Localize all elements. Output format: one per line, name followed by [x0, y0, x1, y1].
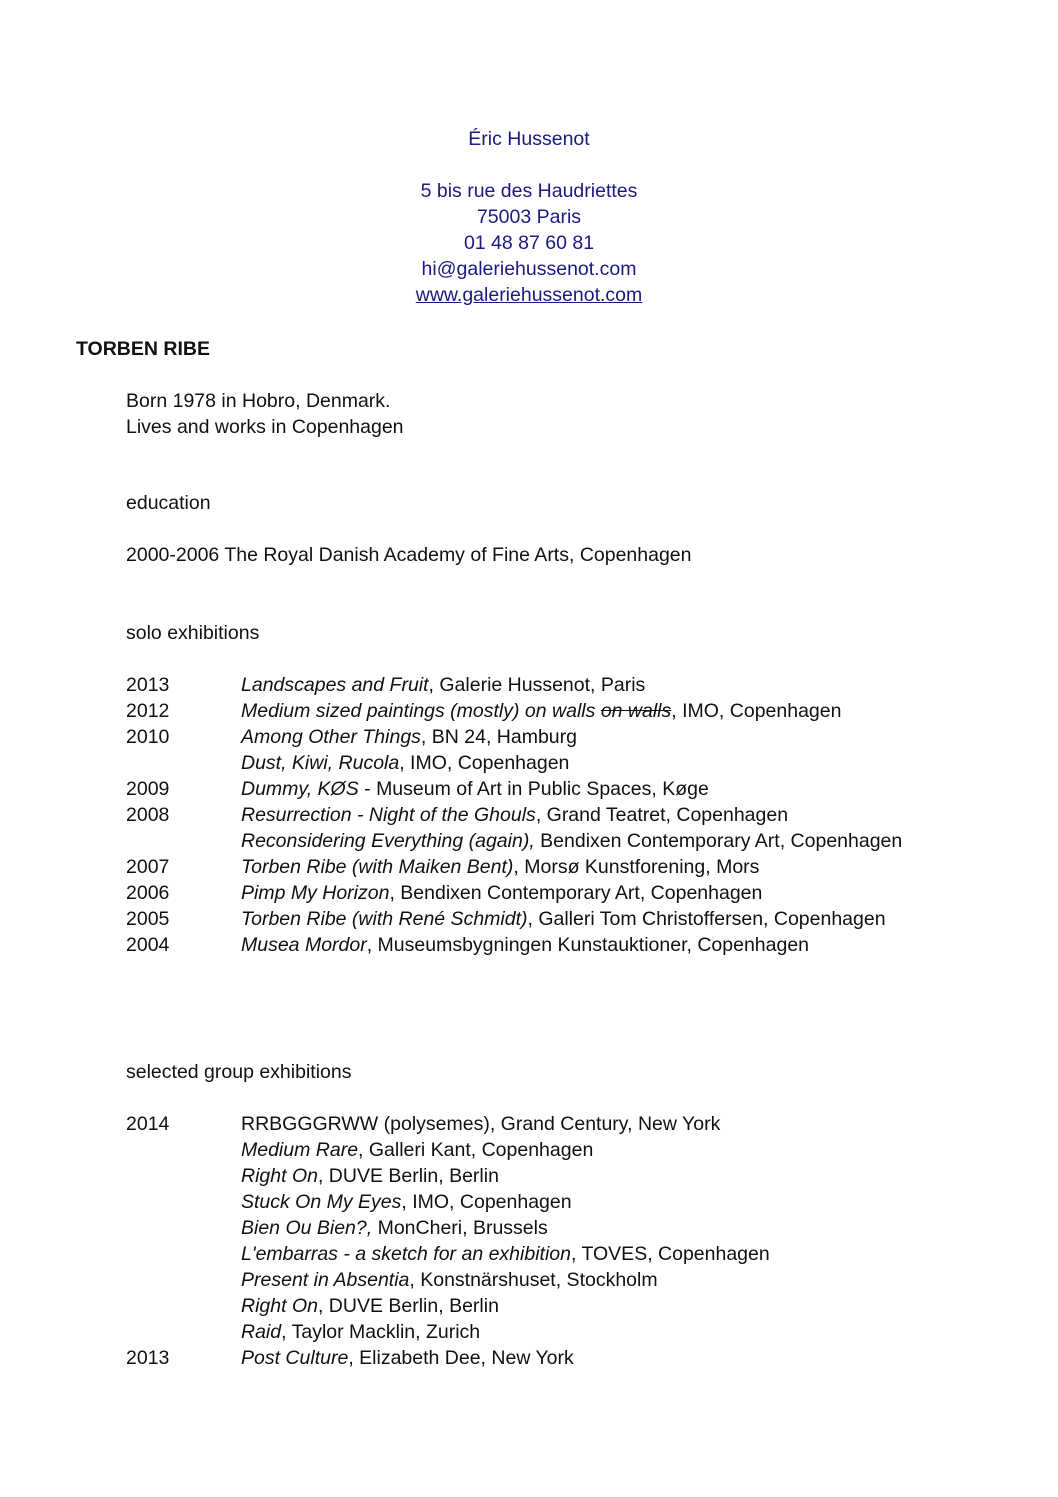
- gallery-name: Éric Hussenot: [468, 128, 590, 150]
- exhibition-title: Raid: [241, 1321, 282, 1343]
- exhibition-venue: , Elizabeth Dee, New York: [348, 1347, 574, 1369]
- exhibition: [241, 906, 932, 932]
- exhibition-venue: - Museum of Art in Public Spaces, Køge: [358, 778, 709, 800]
- year: [126, 1189, 241, 1215]
- list-item: [126, 906, 932, 932]
- list-item: [126, 1215, 932, 1241]
- list-item: [126, 1319, 932, 1345]
- exhibition: [241, 828, 932, 854]
- exhibition-title: Dummy, KØS: [241, 778, 359, 800]
- artist-lives: Lives and works in Copenhagen: [126, 416, 404, 438]
- list-item: [126, 1163, 932, 1189]
- education-entry: 2000-2006 The Royal Danish Academy of Fine Arts, Copenhagen: [126, 544, 692, 566]
- exhibition: [241, 698, 932, 724]
- exhibition-venue: , Bendixen Contemporary Art, Copenhagen: [389, 882, 763, 904]
- year: 2014: [126, 1113, 170, 1135]
- exhibition: [241, 1345, 932, 1371]
- exhibition-title: Torben Ribe (with René Schmidt): [241, 908, 528, 930]
- strikethrough-text: on walls: [600, 700, 672, 722]
- exhibition-title: Right On: [241, 1295, 318, 1317]
- exhibition-title: Landscapes and Fruit: [241, 674, 429, 696]
- year: 2006: [126, 882, 170, 904]
- exhibition: [241, 802, 932, 828]
- exhibition-title: Stuck On My Eyes: [241, 1191, 402, 1213]
- exhibition: [241, 1137, 932, 1163]
- year: 2009: [126, 778, 170, 800]
- exhibition: [241, 932, 932, 958]
- exhibition: [241, 854, 932, 880]
- list-item: [126, 672, 932, 698]
- exhibition: [241, 1163, 932, 1189]
- exhibition-venue: RRBGGGRWW (polysemes), Grand Century, New York: [241, 1113, 721, 1135]
- list-item: [126, 802, 932, 828]
- gallery-website-link[interactable]: www.galeriehussenot.com: [415, 284, 643, 306]
- list-item: [126, 828, 932, 854]
- list-item: [126, 1189, 932, 1215]
- exhibition: [241, 750, 932, 776]
- exhibition-venue: , Taylor Macklin, Zurich: [281, 1321, 481, 1343]
- artist-name: TORBEN RIBE: [76, 338, 210, 360]
- list-item: [126, 776, 932, 802]
- exhibition-venue: , Grand Teatret, Copenhagen: [535, 804, 789, 826]
- exhibition-venue: , Museumsbygningen Kunstauktioner, Copenhagen: [366, 934, 810, 956]
- list-item: [126, 1137, 932, 1163]
- gallery-email[interactable]: hi@galeriehussenot.com: [421, 258, 637, 280]
- list-item: [126, 698, 932, 724]
- exhibition-title: Medium Rare: [241, 1139, 359, 1161]
- year: 2005: [126, 908, 170, 930]
- exhibition-title: Post Culture: [241, 1347, 349, 1369]
- spacer: [0, 152, 1058, 178]
- artist-born: Born 1978 in Hobro, Denmark.: [126, 390, 391, 412]
- solo-heading: solo exhibitions: [126, 622, 260, 644]
- year: [126, 1215, 241, 1241]
- exhibition: [241, 724, 932, 750]
- exhibition: [241, 1319, 932, 1345]
- list-item: [126, 1111, 932, 1137]
- exhibition: [241, 1215, 932, 1241]
- artist-bio: [126, 388, 404, 440]
- exhibition-title: Present in Absentia: [241, 1269, 410, 1291]
- list-item: [126, 880, 932, 906]
- list-item: [126, 724, 932, 750]
- exhibition-title: Pimp My Horizon: [241, 882, 390, 904]
- exhibition: [241, 1189, 932, 1215]
- year: [126, 750, 241, 776]
- exhibition-venue: MonCheri, Brussels: [372, 1217, 548, 1239]
- exhibition-title: Dust, Kiwi, Rucola: [241, 752, 400, 774]
- year: 2010: [126, 726, 170, 748]
- list-item: [126, 932, 932, 958]
- list-item: [126, 1345, 932, 1371]
- year: [126, 1137, 241, 1163]
- exhibition: [241, 672, 932, 698]
- exhibition-venue: , TOVES, Copenhagen: [570, 1243, 770, 1265]
- year: [126, 828, 241, 854]
- exhibition-venue: , Konstnärshuset, Stockholm: [409, 1269, 658, 1291]
- list-item: [126, 1267, 932, 1293]
- exhibition-venue: , DUVE Berlin, Berlin: [317, 1295, 499, 1317]
- solo-list: [126, 672, 932, 958]
- year: [126, 1163, 241, 1189]
- exhibition: [241, 1293, 932, 1319]
- year: [126, 1319, 241, 1345]
- year: 2012: [126, 700, 170, 722]
- exhibition-venue: , IMO, Copenhagen: [401, 1191, 572, 1213]
- exhibition-venue: , BN 24, Hamburg: [420, 726, 577, 748]
- exhibition-venue: , IMO, Copenhagen: [399, 752, 570, 774]
- exhibition-title: Among Other Things: [241, 726, 421, 748]
- gallery-phone: 01 48 87 60 81: [463, 232, 595, 254]
- exhibition-title: Resurrection - Night of the Ghouls: [241, 804, 536, 826]
- exhibition-title: Right On: [241, 1165, 318, 1187]
- exhibition: [241, 880, 932, 906]
- exhibition-venue: , IMO, Copenhagen: [671, 700, 842, 722]
- exhibition-title: Bien Ou Bien?,: [241, 1217, 373, 1239]
- year: 2007: [126, 856, 170, 878]
- exhibition-venue: , Galerie Hussenot, Paris: [428, 674, 646, 696]
- year: [126, 1241, 241, 1267]
- exhibition: [241, 1267, 932, 1293]
- list-item: [126, 854, 932, 880]
- year: 2008: [126, 804, 170, 826]
- group-heading: selected group exhibitions: [126, 1061, 352, 1083]
- exhibition-title: Reconsidering Everything (again),: [241, 830, 535, 852]
- year: [126, 1293, 241, 1319]
- exhibition-title: Medium sized paintings (mostly) on walls: [241, 700, 596, 722]
- exhibition: [241, 1111, 932, 1137]
- exhibition-venue: , DUVE Berlin, Berlin: [317, 1165, 499, 1187]
- exhibition: [241, 1241, 932, 1267]
- exhibition-venue: Bendixen Contemporary Art, Copenhagen: [534, 830, 903, 852]
- year: [126, 1267, 241, 1293]
- exhibition-venue: , Galleri Kant, Copenhagen: [358, 1139, 594, 1161]
- year: 2013: [126, 674, 170, 696]
- gallery-city: 75003 Paris: [476, 206, 582, 228]
- education-heading: education: [126, 492, 211, 514]
- list-item: [126, 1241, 932, 1267]
- list-item: [126, 1293, 932, 1319]
- gallery-letterhead: [0, 126, 1058, 308]
- exhibition-title: L'embarras - a sketch for an exhibition: [241, 1243, 571, 1265]
- exhibition-venue: , Morsø Kunstforening, Mors: [513, 856, 760, 878]
- year: 2004: [126, 934, 170, 956]
- exhibition-title: Torben Ribe (with Maiken Bent): [241, 856, 514, 878]
- exhibition-venue: , Galleri Tom Christoffersen, Copenhagen: [527, 908, 886, 930]
- gallery-address: 5 bis rue des Haudriettes: [420, 180, 638, 202]
- list-item: [126, 750, 932, 776]
- exhibition: [241, 776, 932, 802]
- group-list: [126, 1111, 932, 1371]
- year: 2013: [126, 1347, 170, 1369]
- exhibition-title: Musea Mordor: [241, 934, 367, 956]
